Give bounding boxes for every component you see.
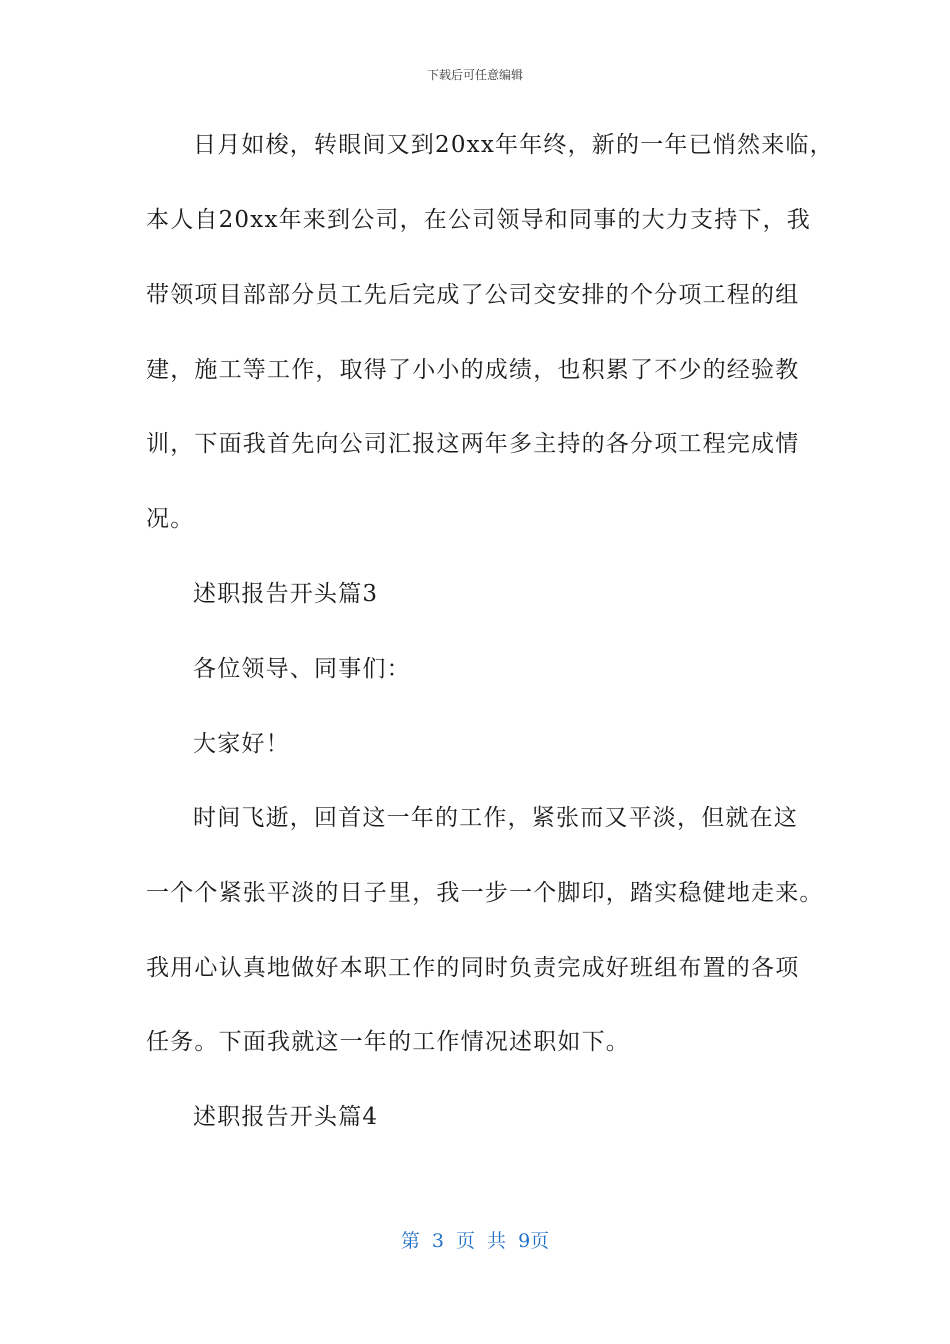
paragraph-line: 况。: [146, 506, 195, 532]
paragraph-line: 建，施工等工作，取得了小小的成绩，也积累了不少的经验教: [146, 357, 800, 383]
section-heading: 述职报告开头篇3: [193, 581, 379, 607]
section-heading: 述职报告开头篇4: [193, 1104, 379, 1130]
paragraph-line: 一个个紧张平淡的日子里，我一步一个脚印，踏实稳健地走来。: [146, 880, 824, 906]
page-footer: 第 3 页 共 9页: [400, 1230, 550, 1252]
page-header: 下载后可任意编辑: [426, 68, 523, 82]
greeting: 大家好！: [193, 731, 290, 757]
paragraph-line: 带领项目部部分员工先后完成了公司交安排的个分项工程的组: [146, 282, 800, 308]
paragraph-line: 本人自20xx年来到公司，在公司领导和同事的大力支持下，我: [146, 207, 812, 233]
paragraph-line: 日月如梭，转眼间又到20xx年年终，新的一年已悄然来临，: [193, 132, 834, 158]
paragraph-line: 我用心认真地做好本职工作的同时负责完成好班组布置的各项: [146, 955, 800, 981]
paragraph-line: 时间飞逝，回首这一年的工作，紧张而又平淡，但就在这: [193, 805, 798, 831]
paragraph-line: 任务。下面我就这一年的工作情况述职如下。: [146, 1029, 630, 1055]
salutation: 各位领导、同事们：: [193, 656, 411, 682]
paragraph-line: 训，下面我首先向公司汇报这两年多主持的各分项工程完成情: [146, 431, 800, 457]
